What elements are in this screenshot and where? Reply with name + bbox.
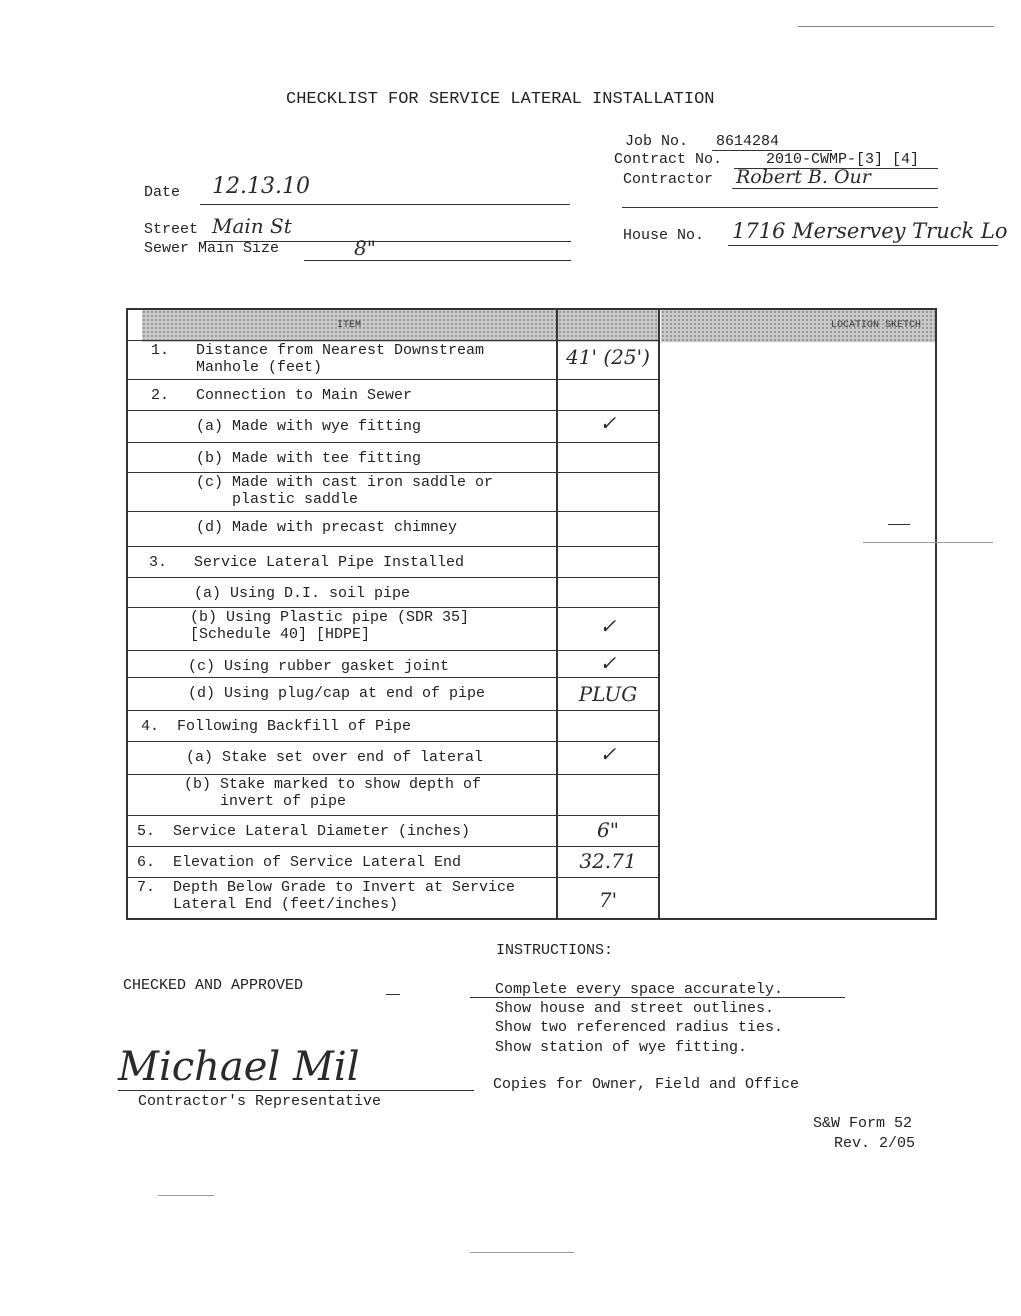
row-value: 7' — [598, 888, 618, 912]
table-row — [128, 472, 658, 511]
contractor-signature: Michael Mil — [118, 1044, 360, 1090]
checked-approved-dash — [386, 994, 400, 995]
sketch-mark-line-2 — [863, 542, 993, 543]
row-item-text: 1. Distance from Nearest Downstream Manhole (feet) — [151, 342, 485, 376]
contractor-line — [732, 188, 938, 189]
value-column-header — [558, 310, 658, 342]
instruction-3: Show two referenced radius ties. — [495, 1019, 784, 1036]
contractor-representative-label: Contractor's Representative — [138, 1093, 382, 1110]
date-line — [200, 204, 570, 205]
contractor-label: Contractor — [623, 171, 714, 188]
table-row — [128, 607, 658, 650]
row-value: ✓ — [599, 411, 617, 435]
house-no-value: 1716 Merservey Truck Lo — [732, 219, 1008, 243]
table-row — [128, 546, 658, 577]
scan-artifact-line-3 — [470, 1252, 574, 1253]
sewer-main-size-line — [304, 260, 571, 261]
form-revision: Rev. 2/05 — [834, 1135, 916, 1152]
table-row — [128, 511, 658, 546]
contractor-line-2 — [622, 207, 938, 208]
item-column-header: ITEM — [142, 310, 556, 342]
row-value: ✓ — [599, 742, 617, 766]
date-label: Date — [144, 184, 181, 201]
signature-line — [118, 1090, 474, 1091]
sketch-mark-line — [888, 524, 910, 525]
location-sketch-header: LOCATION SKETCH — [661, 310, 935, 342]
table-row — [128, 340, 658, 379]
row-value: 32.71 — [579, 849, 637, 873]
instruction-1: Complete every space accurately. — [495, 981, 784, 998]
job-no-label: Job No. — [625, 133, 689, 150]
scan-artifact-line — [798, 26, 994, 27]
row-item-text: (a) Stake set over end of lateral — [132, 749, 484, 766]
table-row — [128, 815, 658, 846]
row-item-text: (a) Made with wye fitting — [142, 418, 422, 435]
table-row — [128, 741, 658, 774]
contractor-value: Robert B. Our — [736, 166, 871, 188]
row-item-text: 3. Service Lateral Pipe Installed — [140, 554, 465, 571]
checklist-table — [126, 308, 937, 920]
form-title: CHECKLIST FOR SERVICE LATERAL INSTALLATION — [286, 90, 715, 109]
instructions-heading: INSTRUCTIONS: — [496, 942, 614, 959]
copies-text: Copies for Owner, Field and Office — [493, 1076, 800, 1093]
row-value: ✓ — [599, 614, 617, 638]
table-row — [128, 650, 658, 677]
house-no-line — [728, 245, 998, 246]
sketch-column-divider — [658, 310, 660, 918]
row-value: PLUG — [578, 682, 638, 706]
table-row — [128, 410, 658, 442]
table-row — [128, 877, 658, 922]
row-item-text: 5. Service Lateral Diameter (inches) — [128, 823, 471, 840]
job-no-value: 8614284 — [716, 133, 780, 150]
row-item-text: 2. Connection to Main Sewer — [142, 387, 413, 404]
table-row — [128, 846, 658, 877]
table-row — [128, 710, 658, 741]
table-row — [128, 442, 658, 472]
row-item-text: (c) Made with cast iron saddle or plastic saddle — [196, 474, 494, 508]
table-row — [128, 379, 658, 410]
row-item-text: (b) Using Plastic pipe (SDR 35] [Schedule 40] [HDPE] — [190, 609, 470, 643]
row-item-text: (b) Made with tee fitting — [142, 450, 422, 467]
row-value: 41' (25') — [566, 345, 650, 369]
row-item-text: (c) Using rubber gasket joint — [134, 658, 450, 675]
form-number: S&W Form 52 — [813, 1115, 913, 1132]
row-item-text: 6. Elevation of Service Lateral End — [128, 854, 462, 871]
row-item-text: (d) Made with precast chimney — [142, 519, 458, 536]
row-item-text: 4. Following Backfill of Pipe — [132, 718, 412, 735]
street-value: Main St — [212, 214, 292, 238]
row-value: ✓ — [599, 651, 617, 675]
contract-no-value: 2010-CWMP-[3] [4] — [766, 151, 920, 168]
table-row — [128, 677, 658, 710]
table-row — [128, 774, 658, 815]
house-no-label: House No. — [623, 227, 705, 244]
instruction-2: Show house and street outlines. — [495, 1000, 775, 1017]
sewer-main-size-value: 8" — [354, 236, 376, 260]
sewer-main-size-label: Sewer Main Size — [144, 240, 280, 257]
scan-artifact-line-2 — [158, 1195, 214, 1196]
instruction-1-underline — [470, 997, 845, 998]
row-item-text: 7. Depth Below Grade to Invert at Service Lateral End (feet/inches) — [137, 879, 516, 913]
street-label: Street — [144, 221, 199, 238]
row-value: 6" — [597, 818, 619, 842]
contract-no-label: Contract No. — [614, 151, 723, 168]
checked-approved-label: CHECKED AND APPROVED — [123, 977, 304, 994]
row-item-text: (a) Using D.I. soil pipe — [140, 585, 411, 602]
instruction-4: Show station of wye fitting. — [495, 1039, 748, 1056]
table-row — [128, 577, 658, 607]
date-value: 12.13.10 — [212, 174, 310, 199]
row-item-text: (d) Using plug/cap at end of pipe — [134, 685, 486, 702]
row-item-text: (b) Stake marked to show depth of invert of pipe — [184, 776, 482, 810]
